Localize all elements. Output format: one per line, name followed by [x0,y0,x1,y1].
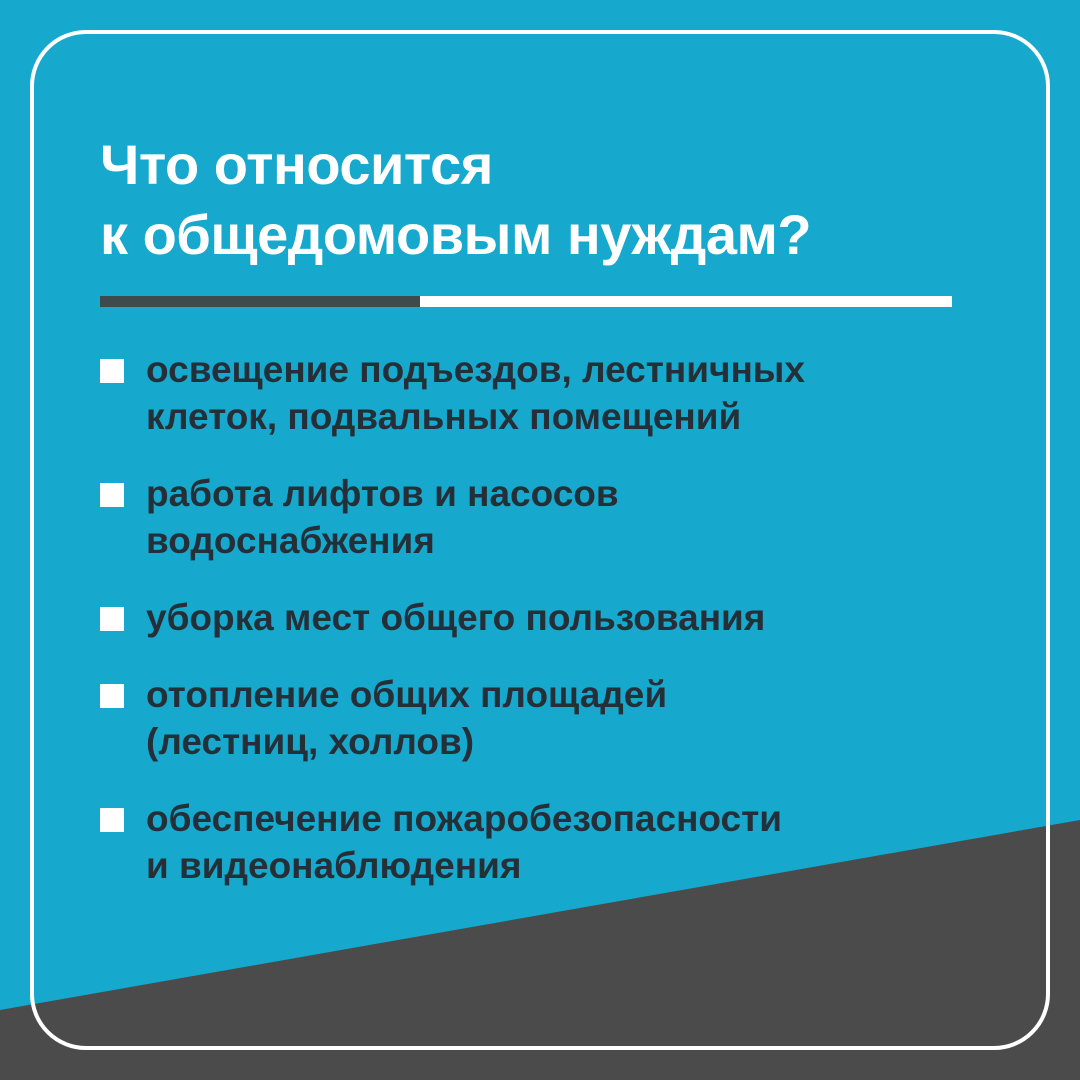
square-bullet-icon [100,483,124,507]
list-item-label: отопление общих площадей (лестниц, холлов) [146,673,668,762]
title-underline-rule [100,296,952,307]
list-item-label: работа лифтов и насосов водоснабжения [146,472,619,561]
list-item [100,347,980,441]
square-bullet-icon [100,359,124,383]
nuzhdy-list [100,347,980,890]
square-bullet-icon [100,684,124,708]
list-item [100,672,980,766]
list-item [100,471,980,565]
list-item-label: освещение подъездов, лестничных клеток, подвальных помещений [146,349,805,437]
square-bullet-icon [100,607,124,631]
list-item [100,796,980,890]
page-title: Что относится к общедомовым нуждам? [100,133,812,266]
list-item-label: обеспечение пожаробезопасности и видеонаблюдения [146,797,782,886]
list-item-label: уборка мест общего пользования [146,596,766,638]
poster-content [100,130,980,920]
square-bullet-icon [100,808,124,832]
list-item [100,595,980,642]
